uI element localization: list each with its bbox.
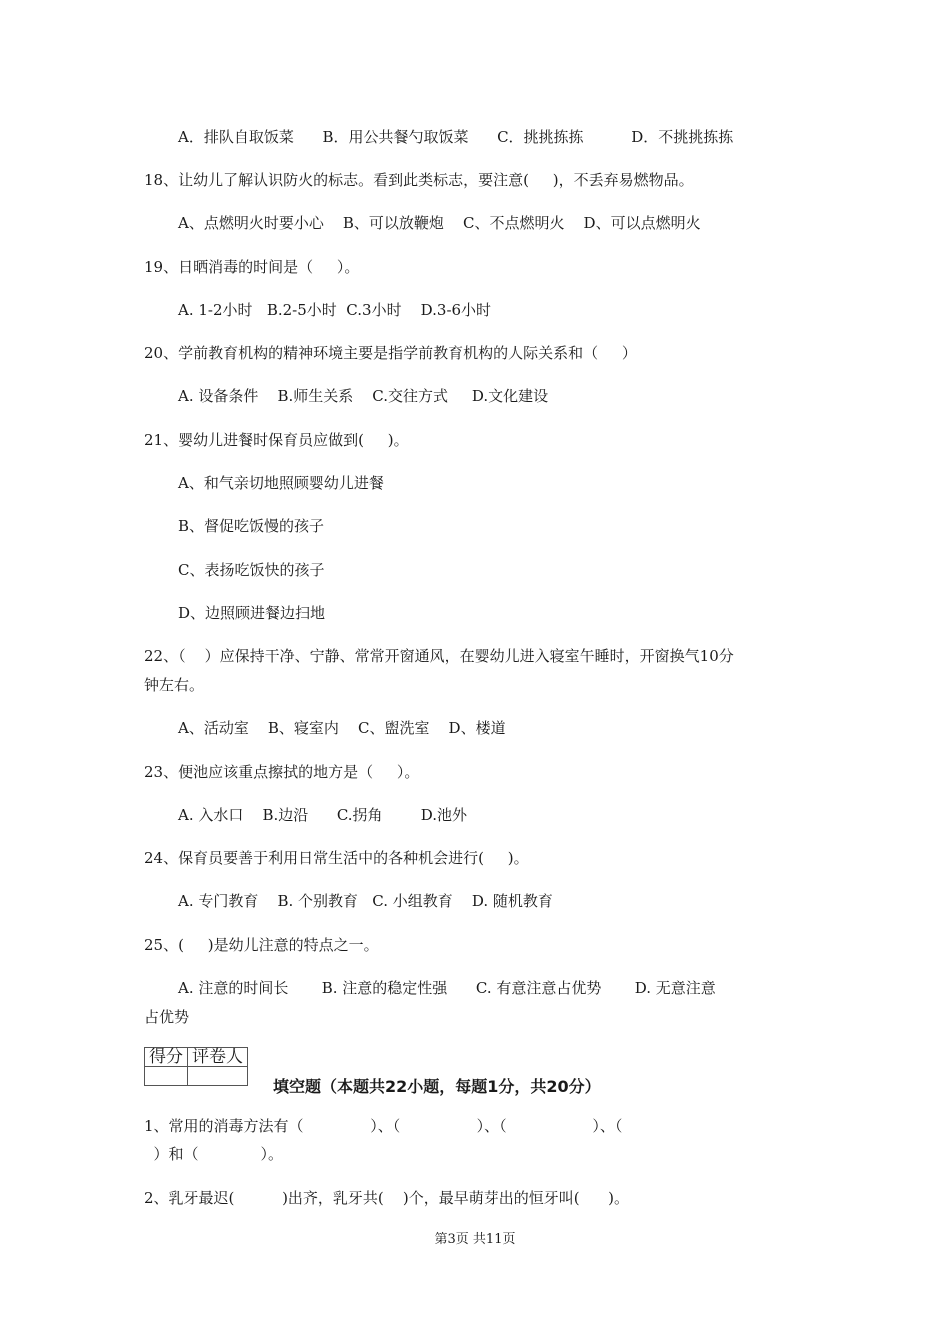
q24-question: 24、保育员要善于利用日常生活中的各种机会进行( )。: [144, 849, 529, 867]
q25-options: A. 注意的时间长 B. 注意的稳定性强 C. 有意注意占优势 D. 无意注意: [178, 979, 716, 997]
q22-question-line2: 钟左右。: [144, 676, 205, 694]
section-title: 填空题（本题共22小题，每题1分，共20分）: [273, 1077, 601, 1096]
q22-question-line1: 22、（ ）应保持干净、宁静、常常开窗通风，在婴幼儿进入寝室午睡时，开窗换气10分: [144, 647, 734, 665]
q18-options: A、点燃明火时要小心 B、可以放鞭炮 C、不点燃明火 D、可以点燃明火: [178, 214, 701, 232]
q23-options: A. 入水口 B.边沿 C.拐角 D.池外: [178, 806, 467, 824]
q25-question: 25、( )是幼儿注意的特点之一。: [144, 936, 379, 954]
q25-options-cont: 占优势: [144, 1008, 190, 1026]
q21-option-a: A、和气亲切地照顾婴幼儿进餐: [178, 474, 384, 492]
q18-question: 18、让幼儿了解认识防火的标志。看到此类标志，要注意( )，不丢弃易燃物品。: [144, 171, 694, 189]
q21-option-b: B、督促吃饭慢的孩子: [178, 517, 325, 535]
q20-options: A. 设备条件 B.师生关系 C.交往方式 D.文化建设: [178, 387, 549, 405]
reviewer-cell: [188, 1067, 248, 1086]
reviewer-label: 评卷人: [188, 1048, 248, 1067]
q24-options: A. 专门教育 B. 个别教育 C. 小组教育 D. 随机教育: [178, 892, 553, 910]
q17-options: A．排队自取饭菜 B．用公共餐勺取饭菜 C．挑挑拣拣 D．不挑挑拣拣: [178, 128, 734, 146]
score-cell: [145, 1067, 188, 1086]
score-label: 得分: [145, 1048, 188, 1067]
q21-question: 21、婴幼儿进餐时保育员应做到( )。: [144, 431, 409, 449]
q19-question: 19、日晒消毒的时间是（ ）。: [144, 258, 360, 276]
q21-option-c: C、表扬吃饭快的孩子: [178, 561, 325, 579]
fill2-question: 2、乳牙最迟( )出齐，乳牙共( )个，最早萌芽出的恒牙叫( )。: [144, 1189, 630, 1207]
q19-options: A. 1-2小时 B.2-5小时 C.3小时 D.3-6小时: [178, 301, 492, 319]
score-table: [144, 1047, 248, 1086]
q23-question: 23、便池应该重点擦拭的地方是（ ）。: [144, 763, 420, 781]
q21-option-d: D、边照顾进餐边扫地: [178, 604, 326, 622]
fill1-line2: ）和（ ）。: [144, 1145, 284, 1163]
page-footer: 第3页 共11页: [434, 1232, 516, 1247]
q20-question: 20、学前教育机构的精神环境主要是指学前教育机构的人际关系和（ ）: [144, 344, 637, 362]
q22-options: A、活动室 B、寝室内 C、盥洗室 D、楼道: [178, 719, 506, 737]
fill1-line1: 1、常用的消毒方法有（ ）、（ ）、（ ）、（: [144, 1117, 623, 1135]
